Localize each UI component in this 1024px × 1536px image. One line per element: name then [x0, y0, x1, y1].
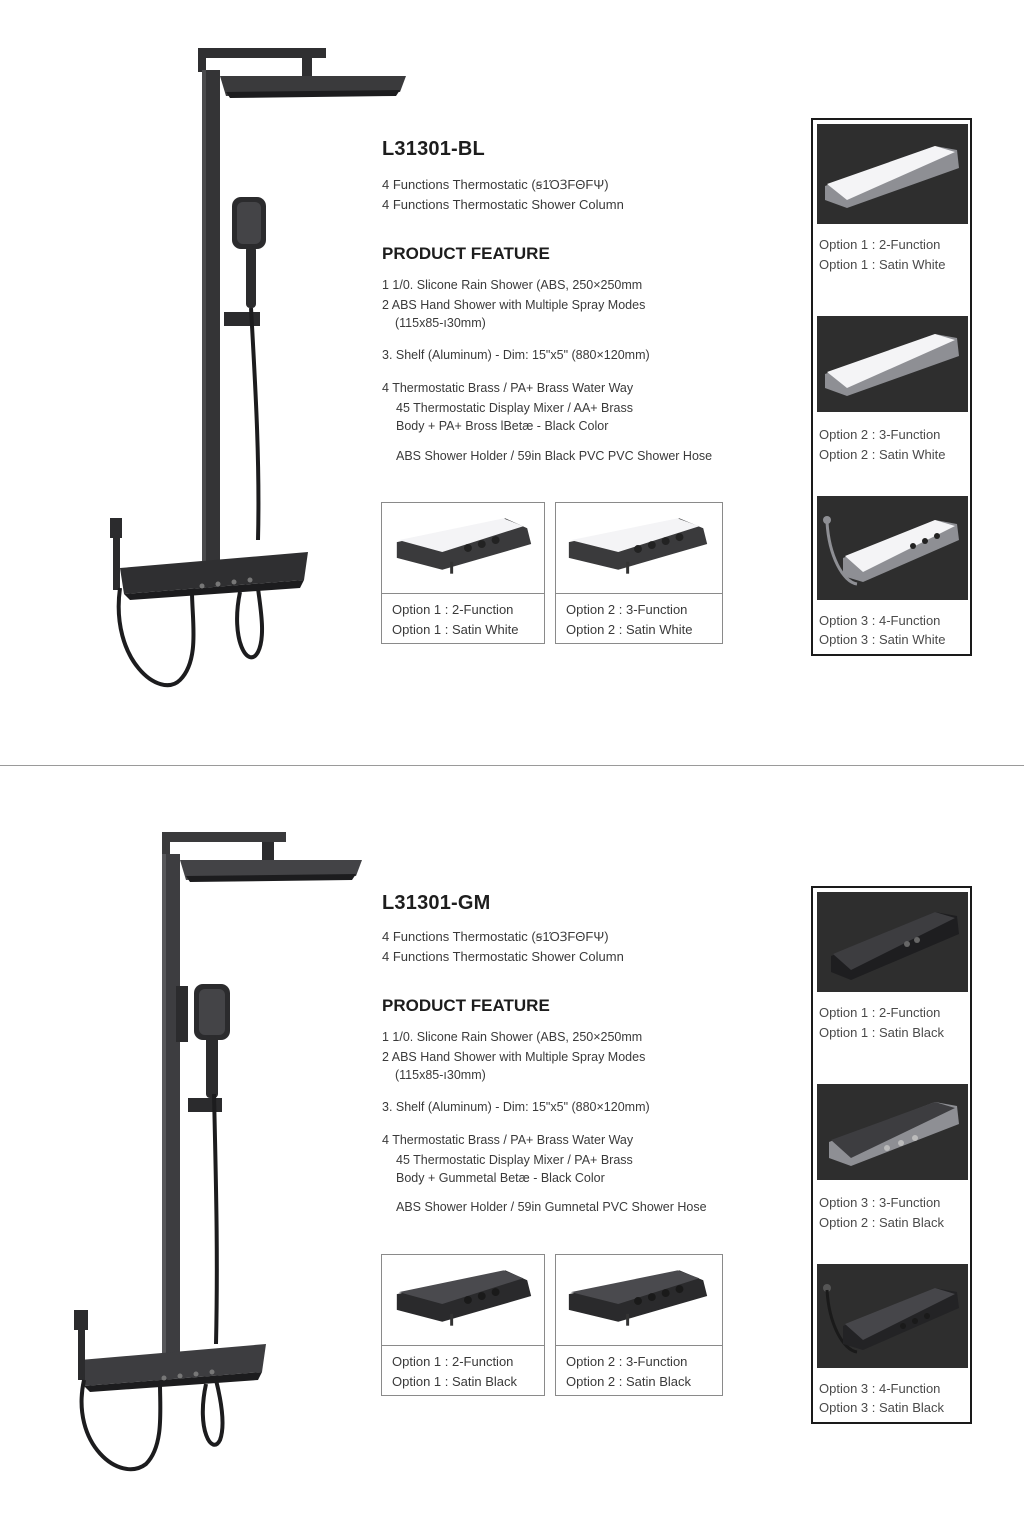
feature-4-line3: Body + Gummetal Betæ - Black Color: [396, 1171, 605, 1185]
side-options-panel: [811, 118, 972, 656]
feature-heading: PRODUCT FEATURE: [382, 244, 550, 263]
mixer-panel-photo: [817, 1084, 968, 1180]
product-subtitle-2: 4 Functions Thermostatic Shower Column: [382, 949, 624, 964]
product-subtitle-1: 4 Functions Thermostatic (ꞩ1ΌꞫFΘFΨ): [382, 177, 609, 192]
option-card-2: [555, 1254, 723, 1396]
feature-3: 3. Shelf (Aluminum) - Dim: 15"x5" (880×120mm): [382, 1100, 650, 1114]
product-title: L31301-GM: [382, 892, 491, 914]
shower-column-image: [100, 40, 420, 700]
side-option-1: [817, 892, 968, 1042]
mixer-panel-image: [557, 504, 721, 592]
side-option-2: [817, 316, 968, 466]
mixer-panel-photo: [817, 892, 968, 992]
option-finish-label: Option 1 : Satin Black: [392, 1374, 518, 1389]
side-option-function: Option 3 : 3-Function: [819, 1195, 941, 1210]
side-option-finish: Option 1 : Satin Black: [819, 1025, 945, 1040]
side-option-finish: Option 3 : Satin Black: [819, 1400, 945, 1415]
feature-2-dim: (115x85-ı30mm): [395, 1068, 486, 1082]
product-subtitle-2: 4 Functions Thermostatic Shower Column: [382, 197, 624, 212]
option-card-1: [381, 502, 545, 644]
feature-heading: PRODUCT FEATURE: [382, 996, 550, 1015]
mixer-panel-image: [383, 504, 543, 592]
section-divider: [0, 765, 1024, 766]
side-option-finish: Option 3 : Satin White: [819, 632, 946, 647]
mixer-panel-photo: [817, 1264, 968, 1368]
mixer-panel-photo: [817, 124, 968, 224]
option-function-label: Option 1 : 2-Function: [392, 1354, 514, 1369]
option-card-2: [555, 502, 723, 644]
side-option-finish: Option 1 : Satin White: [819, 257, 946, 272]
mixer-panel-photo: [817, 316, 968, 412]
feature-4-line2: 45 Thermostatic Display Mixer / PA+ Brass: [396, 1153, 633, 1167]
feature-4: 4 Thermostatic Brass / PA+ Brass Water Way: [382, 1133, 634, 1147]
mixer-panel-photo: [817, 496, 968, 600]
feature-4-line3: Body + PA+ Bross lBetæ - Black Color: [396, 419, 609, 433]
side-option-3: [817, 1264, 968, 1414]
shower-column-image: [60, 824, 380, 1484]
side-options-panel: [811, 886, 972, 1424]
option-finish-label: Option 2 : Satin White: [566, 622, 693, 637]
mixer-panel-image: [557, 1256, 721, 1344]
feature-1: 1 1/0. Slicone Rain Shower (ABS, 250×250mm: [382, 278, 643, 292]
side-option-function: Option 3 : 4-Function: [819, 613, 941, 628]
feature-4-line2: 45 Thermostatic Display Mixer / AA+ Brass: [396, 401, 634, 415]
product-title: L31301-BL: [382, 138, 485, 160]
option-finish-label: Option 2 : Satin Black: [566, 1374, 692, 1389]
option-finish-label: Option 1 : Satin White: [392, 622, 519, 637]
feature-3: 3. Shelf (Aluminum) - Dim: 15"x5" (880×120mm): [382, 348, 650, 362]
product-section-bl: [0, 0, 1024, 760]
option-function-label: Option 2 : 3-Function: [566, 1354, 688, 1369]
feature-2-dim: (115x85-ı30mm): [395, 316, 486, 330]
side-option-1: [817, 124, 968, 274]
side-option-2: [817, 1084, 968, 1234]
side-option-finish: Option 2 : Satin Black: [819, 1215, 945, 1230]
option-card-1: [381, 1254, 545, 1396]
product-section-gm: [0, 768, 1024, 1528]
feature-4: 4 Thermostatic Brass / PA+ Brass Water Way: [382, 381, 634, 395]
side-option-function: Option 1 : 2-Function: [819, 1005, 941, 1020]
side-option-function: Option 1 : 2-Function: [819, 237, 941, 252]
product-subtitle-1: 4 Functions Thermostatic (ꞩ1ΌꞫFΘFΨ): [382, 929, 609, 944]
feature-2: 2 ABS Hand Shower with Multiple Spray Modes: [382, 298, 646, 312]
option-function-label: Option 1 : 2-Function: [392, 602, 514, 617]
side-option-function: Option 2 : 3-Function: [819, 427, 941, 442]
feature-5: ABS Shower Holder / 59in Gumnetal PVC Shower Hose: [396, 1200, 707, 1214]
feature-5: ABS Shower Holder / 59in Black PVC PVC Shower Hose: [396, 449, 713, 463]
feature-1: 1 1/0. Slicone Rain Shower (ABS, 250×250mm: [382, 1030, 643, 1044]
side-option-finish: Option 2 : Satin White: [819, 447, 946, 462]
side-option-function: Option 3 : 4-Function: [819, 1381, 941, 1396]
feature-2: 2 ABS Hand Shower with Multiple Spray Modes: [382, 1050, 646, 1064]
mixer-panel-image: [383, 1256, 543, 1344]
option-function-label: Option 2 : 3-Function: [566, 602, 688, 617]
side-option-3: [817, 496, 968, 646]
